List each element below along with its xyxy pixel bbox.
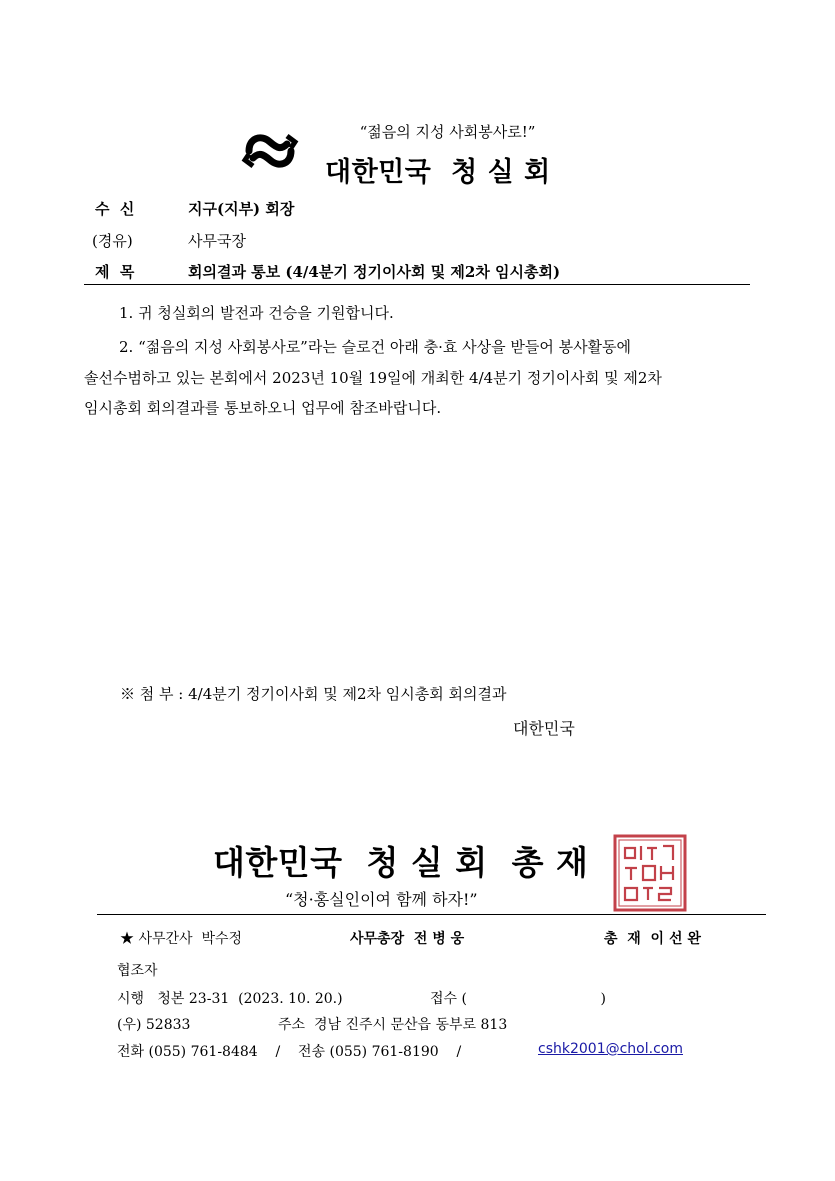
address-line: 주소 경남 진주시 문산읍 동부로 813 (278, 1017, 508, 1033)
subject-value: 회의결과 통보 (4/4분기 정기이사회 및 제2차 임시총회) (188, 263, 561, 281)
official-seal-stamp (513, 719, 687, 912)
cheongsil-logo-icon (241, 128, 299, 174)
body-item-1: 1. 귀 청실회의 발전과 건승을 기원합니다. (119, 304, 394, 322)
subject-label: 제 목 (95, 263, 135, 281)
body-item-2-line-1: 2. “젊음의 지성 사회봉사로”라는 슬로건 아래 충·효 사상을 받들어 봉사활동에 (119, 338, 632, 356)
signature-divider (97, 914, 766, 915)
recipient-label: 수 신 (95, 200, 135, 218)
postal-code: (우) 52833 (117, 1017, 191, 1033)
sender-slogan: “청·홍실인이여 함께 하자!” (285, 890, 478, 909)
receipt-line: 접수 ( ) (430, 991, 606, 1007)
president-signature: 총 재 이 선 완 (604, 931, 701, 947)
body-item-2-line-2: 솔선수범하고 있는 본회에서 2023년 10월 19일에 개최한 4/4분기 정기이사회 및 제2차 (84, 369, 662, 387)
staff-signature: ★ 사무간사 박수정 (120, 931, 243, 947)
top-slogan: “젊음의 지성 사회봉사로!” (359, 123, 536, 141)
sender-title: 대한민국 청 실 회 총 재 (213, 843, 589, 882)
body-item-2-line-3: 임시총회 회의결과를 통보하오니 업무에 참조바랍니다. (84, 399, 442, 417)
secretary-general-signature: 사무총장 전 병 웅 (350, 931, 465, 947)
email-link[interactable]: cshk2001@chol.com (538, 1041, 683, 1057)
seal-text-1: 대한민국 (513, 719, 575, 738)
attachment-line: ※ 첨 부 : 4/4분기 정기이사회 및 제2차 임시총회 회의결과 (120, 685, 507, 703)
contact-line: 전화 (055) 761-8484 / 전송 (055) 761-8190 / (117, 1044, 462, 1060)
enforcement-line: 시행 청본 23-31 (2023. 10. 20.) (117, 991, 343, 1007)
cooperator-label: 협조자 (117, 963, 158, 979)
recipient-value: 지구(지부) 회장 (188, 200, 295, 218)
via-value: 사무국장 (188, 232, 246, 250)
header-divider (84, 284, 750, 285)
via-label: (경유) (92, 232, 133, 250)
organization-title: 대한민국 청 실 회 (325, 157, 551, 188)
